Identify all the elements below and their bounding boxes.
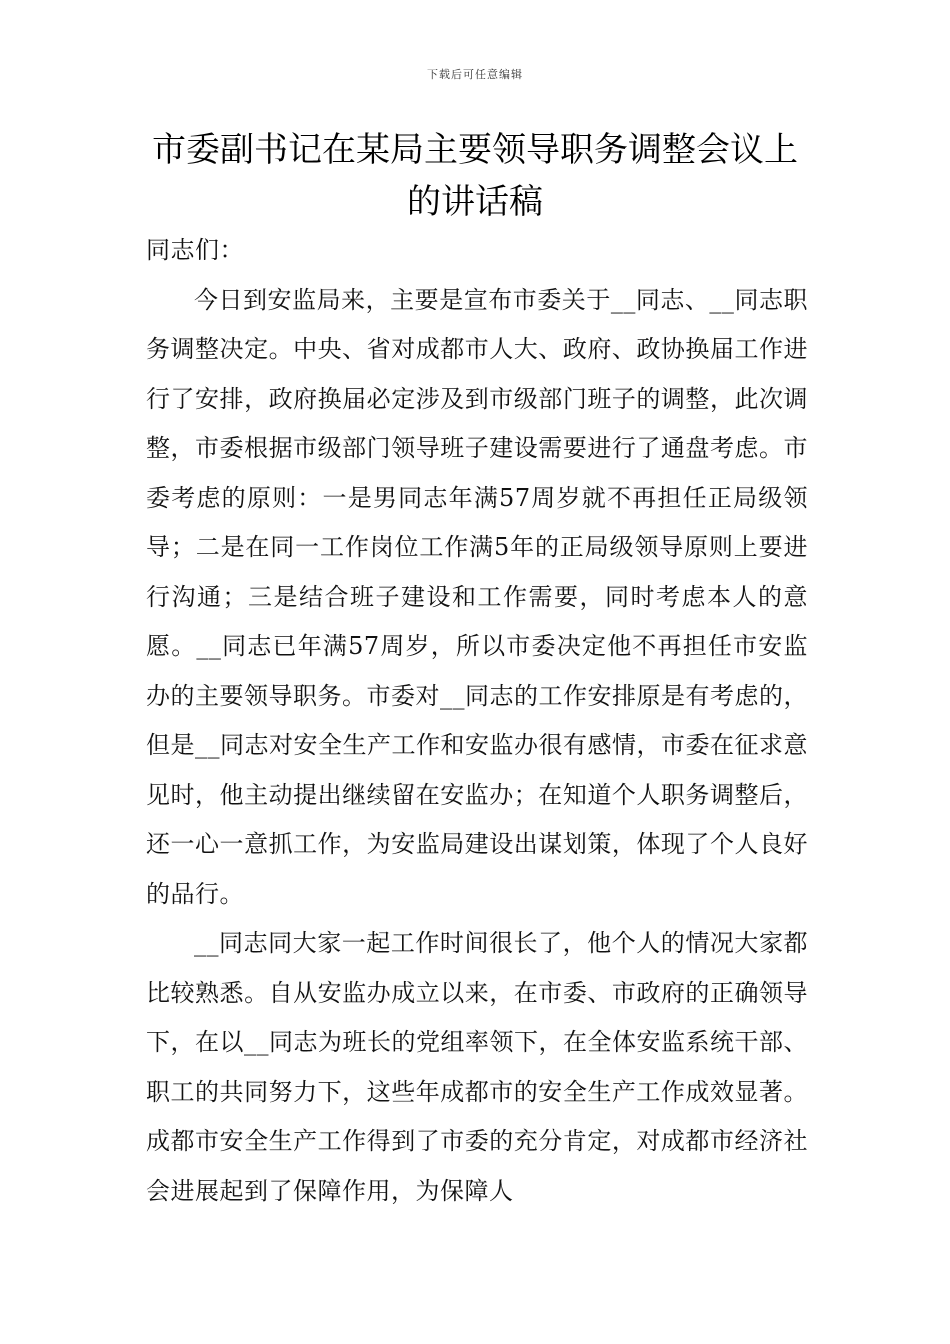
body-paragraph-1: 今日到安监局来，主要是宣布市委关于__同志、__同志职务调整决定。中央、省对成都市人大、政府、政协换届工作进行了安排，政府换届必定涉及到市级部门班子的调整，此次调整，市委根据市级部门领导班子建设需要进行了通盘考虑。市委考虑的原则：一是男同志年满57周岁就不再担任正局级领导；二是在同一工作岗位工作满5年的正局级领导原则上要进行沟通；三是结合班子建设和工作需要，同时考虑本人的意愿。__同志已年满57周岁，所以市委决定他不再担任市安监办的主要领导职务。市委对__同志的工作安排原是有考虑的，但是__同志对安全生产工作和安监办很有感情，市委在征求意见时，他主动提出继续留在安监办；在知道个人职务调整后，还一心一意抓工作，为安监局建设出谋划策，体现了个人良好的品行。 — [146, 285, 808, 908]
document-body — [146, 226, 808, 1216]
header-note: 下载后可任意编辑 — [427, 68, 523, 81]
body-paragraph-2: __同志同大家一起工作时间很长了，他个人的情况大家都比较熟悉。自从安监办成立以来，在市委、市政府的正确领导下，在以__同志为班长的党组率领下，在全体安监系统干部、职工的共同努力下，这些年成都市的安全生产工作成效显著。成都市安全生产工作得到了市委的充分肯定，对成都市经济社会进展起到了保障作用，为保障人 — [146, 929, 808, 1205]
salutation: 同志们： — [146, 236, 244, 264]
document-title: 市委副书记在某局主要领导职务调整会议上的讲话稿 — [152, 130, 798, 222]
